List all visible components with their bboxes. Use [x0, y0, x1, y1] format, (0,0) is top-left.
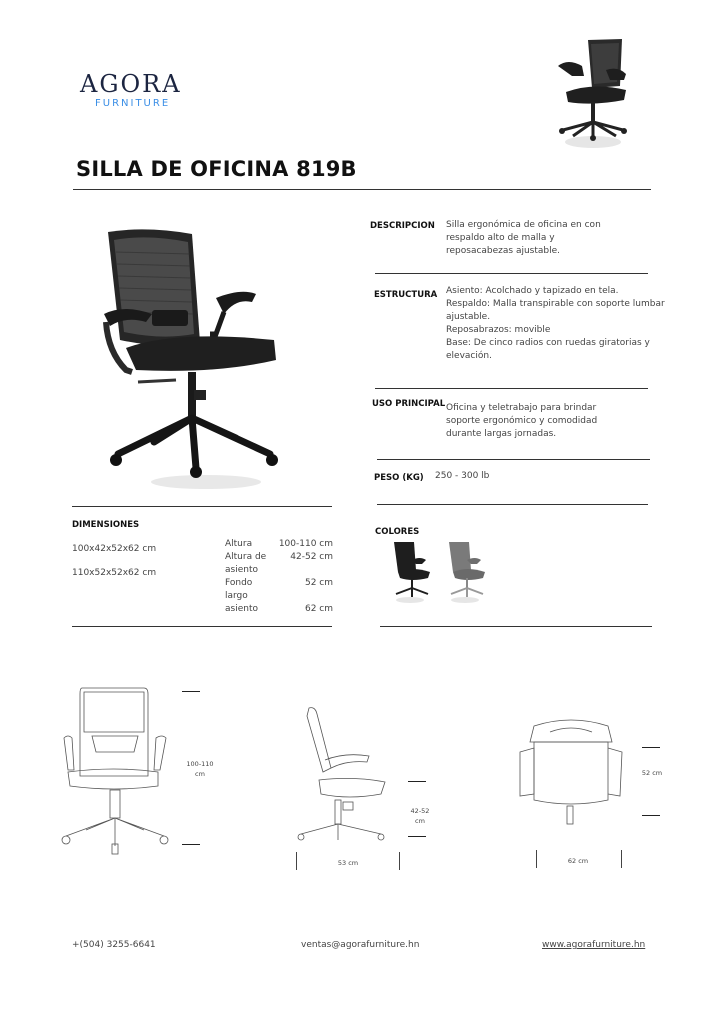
dimensiones-top-divider	[72, 506, 332, 507]
dimension-row	[225, 590, 333, 603]
descripcion-line: Silla ergonómica de oficina en con	[446, 220, 601, 230]
dimension-row	[225, 551, 333, 564]
side-seat-unit: cm	[415, 817, 425, 825]
estructura-line: elevación.	[446, 351, 492, 361]
side-width-right-tick	[399, 852, 400, 870]
brand-logo-name: AGORA	[80, 70, 182, 98]
dimension-row	[225, 538, 333, 551]
main-chair-image	[96, 222, 286, 492]
front-height-label	[182, 759, 218, 779]
top-depth-label: 52 cm	[641, 769, 663, 777]
side-seat-top-tick	[408, 781, 426, 782]
dimension-row-name: asiento	[225, 604, 258, 614]
front-height-bottom-tick	[182, 844, 200, 845]
side-seat-label	[404, 806, 436, 826]
estructura-line: ajustable.	[446, 312, 491, 322]
uso-principal-line: soporte ergonómico y comodidad	[446, 416, 598, 426]
peso-divider	[377, 504, 648, 505]
side-width-left-tick	[296, 852, 297, 870]
dimension-row	[225, 603, 333, 616]
dimensiones-label: DIMENSIONES	[72, 520, 140, 530]
peso-value: 250 - 300 lb	[435, 471, 490, 481]
uso-principal-line: durante largas jornadas.	[446, 429, 557, 439]
dimensiones-table	[225, 538, 333, 616]
color-option-gray[interactable]	[443, 540, 491, 604]
dimension-row-name: Fondo	[225, 578, 253, 588]
estructura-divider	[375, 388, 648, 389]
estructura-line: Respaldo: Malla transpirable con soporte lumbar	[446, 299, 665, 309]
estructura-line: Reposabrazos: movible	[446, 325, 551, 335]
top-width-label: 62 cm	[567, 857, 589, 865]
product-title: SILLA DE OFICINA 819B	[76, 157, 357, 181]
footer-email[interactable]: ventas@agorafurniture.hn	[301, 940, 420, 950]
side-seat-bottom-tick	[408, 836, 426, 837]
descripcion-line: reposacabezas ajustable.	[446, 246, 561, 256]
dimension-row	[225, 577, 333, 590]
footer-phone[interactable]: +(504) 3255-6641	[72, 940, 156, 950]
uso-principal-divider	[377, 459, 650, 460]
descripcion-line: respaldo alto de malla y	[446, 233, 555, 243]
uso-principal-label: USO PRINCIPAL	[372, 399, 446, 409]
colores-divider	[380, 626, 652, 627]
thumbnail-chair-image	[548, 36, 638, 151]
side-view-diagram	[295, 706, 395, 846]
estructura-line: Asiento: Acolchado y tapizado en tela.	[446, 286, 619, 296]
top-depth-top-tick	[642, 747, 660, 748]
dimension-size-2: 110x52x52x62 cm	[72, 568, 157, 578]
front-view-diagram	[58, 686, 178, 856]
estructura-label: ESTRUCTURA	[374, 290, 438, 300]
uso-principal-text	[446, 402, 686, 441]
top-width-left-tick	[536, 850, 537, 868]
brand-logo-tagline: FURNITURE	[95, 98, 171, 109]
dimension-row-value: 42-52 cm	[290, 552, 333, 562]
top-view-diagram	[516, 716, 626, 831]
dimension-row-name: Altura	[225, 539, 253, 549]
peso-label: PESO (KG)	[374, 473, 424, 483]
front-height-unit: cm	[195, 770, 205, 778]
colores-label: COLORES	[375, 527, 420, 537]
side-seat-value: 42-52	[410, 807, 430, 815]
top-width-right-tick	[621, 850, 622, 868]
side-width-label: 53 cm	[337, 859, 359, 867]
dimension-size-1: 100x42x52x62 cm	[72, 544, 157, 554]
title-divider	[73, 189, 651, 190]
footer-website-link[interactable]: www.agorafurniture.hn	[542, 940, 646, 950]
dimension-row-value: 52 cm	[304, 578, 333, 588]
color-option-black[interactable]	[388, 540, 436, 604]
descripcion-label: DESCRIPCION	[370, 221, 435, 231]
estructura-text	[446, 285, 696, 363]
top-depth-bottom-tick	[642, 815, 660, 816]
dimension-row	[225, 564, 333, 577]
descripcion-divider	[375, 273, 648, 274]
dimension-row-name: largo	[225, 591, 248, 601]
dimension-row-value: 62 cm	[304, 604, 333, 614]
dimensiones-bottom-divider	[72, 626, 332, 627]
uso-principal-line: Oficina y teletrabajo para brindar	[446, 403, 597, 413]
front-height-value: 100-110	[186, 760, 214, 768]
descripcion-text	[446, 219, 686, 258]
dimension-row-value: 100-110 cm	[278, 539, 333, 549]
estructura-line: Base: De cinco radios con ruedas giratorias y	[446, 338, 650, 348]
dimension-row-name: asiento	[225, 565, 258, 575]
dimension-row-name: Altura de	[225, 552, 267, 562]
front-height-top-tick	[182, 691, 200, 692]
